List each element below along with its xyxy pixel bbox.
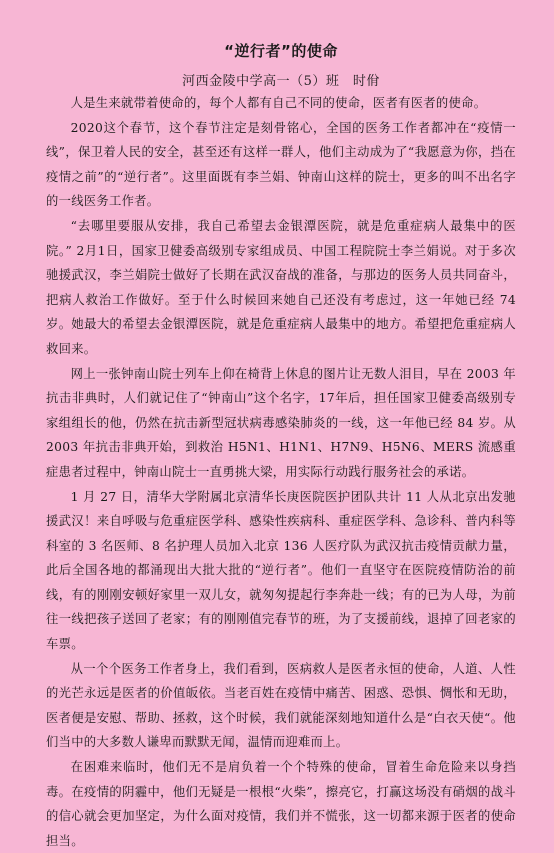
paragraph: 2020这个春节，这个春节注定是刻骨铭心，全国的医务工作者都冲在“疫情一线”，保卫着人民的安全，甚至还有这样一群人，他们主动成为了“我愿意为你，挡在疫情之前”的“逆行者”。这里面既有李兰娟、钟南山这样的院士，更多的叫不出名字的一线医务工作者。	[46, 120, 516, 209]
paragraph: 网上一张钟南山院士列车上仰在椅背上休息的图片让无数人泪目，早在 2003 年抗击非典时，人们就记住了“钟南山”这个名字，17年后，担任国家卫健委高级别专家组组长的他，仍然在抗击新型冠状病毒感染肺炎的一线，这一年他已经 84 岁。从 2003 年抗击非典开始，到救治 H5N1、H1N1、H7N9、H5N6、MERS 流感重症患者过程中，钟南山院士一直勇挑大梁，用实际行动践行服务社会的承诺。	[46, 366, 516, 479]
paragraph: 1 月 27 日，清华大学附属北京清华长庚医院医护团队共计 11 人从北京出发驰援武汉！来自呼吸与危重症医学科、感染性疾病科、重症医学科、急诊科、普内科等科室的 3 名医师、8 名护理人员加入北京 136 人医疗队为武汉抗击疫情贡献力量，此后全国各地的都涌现出大批大批的“逆行者”。他们一直坚守在医院疫情防治的前线，有的刚刚安顿好家里一双儿女，就匆匆提起行李奔赴一线；有的已为人母，为前往一线把孩子送回了老家；有的刚刚值完春节的班，为了支援前线，退掉了回老家的车票。	[46, 489, 516, 652]
paragraph: “去哪里要服从安排，我自己希望去金银潭医院，就是危重症病人最集中的医院。” 2月1日，国家卫健委高级别专家组成员、中国工程院院士李兰娟说。对于多次驰援武汉，李兰娟院士做好了长期在武汉奋战的准备，与那边的医务人员共同奋斗，把病人救治工作做好。至于什么时候回来她自己还没有考虑过，这一年她已经 74 岁。她最大的希望去金银潭医院，就是危重症病人最集中的地方。希望把危重症病人救回来。	[46, 218, 516, 356]
paragraph: 在困难来临时，他们无不是肩负着一个个特殊的使命，冒着生命危险来以身挡毒。在疫情的阴霾中，他们无疑是一根根“火柴”，擦亮它，打赢这场没有硝烟的战斗的信心就会更加坚定，为什么面对疫情，我们并不慌张，这一切都来源于医者的使命担当。	[46, 760, 516, 848]
paragraph: 人是生来就带着使命的，每个人都有自己不同的使命，医者有医者的使命。	[70, 96, 487, 110]
paragraph: 从一个个医务工作者身上，我们看到，医病救人是医者永恒的使命，人道、人性的光芒永远是医者的价值皈依。当老百姓在疫情中痛苦、困惑、恐惧、惆怅和无助，医者便是安慰、帮助、拯救，这个时候，我们就能深刻地知道什么是“白衣天使“。他们当中的大多数人谦卑而默默无闻，温情而迎难而上。	[46, 661, 516, 750]
document-body	[46, 91, 516, 853]
author-byline: 河西金陵中学高一（5）班 时佾	[182, 74, 380, 89]
document-title: “逆行者”的使命	[224, 42, 338, 60]
